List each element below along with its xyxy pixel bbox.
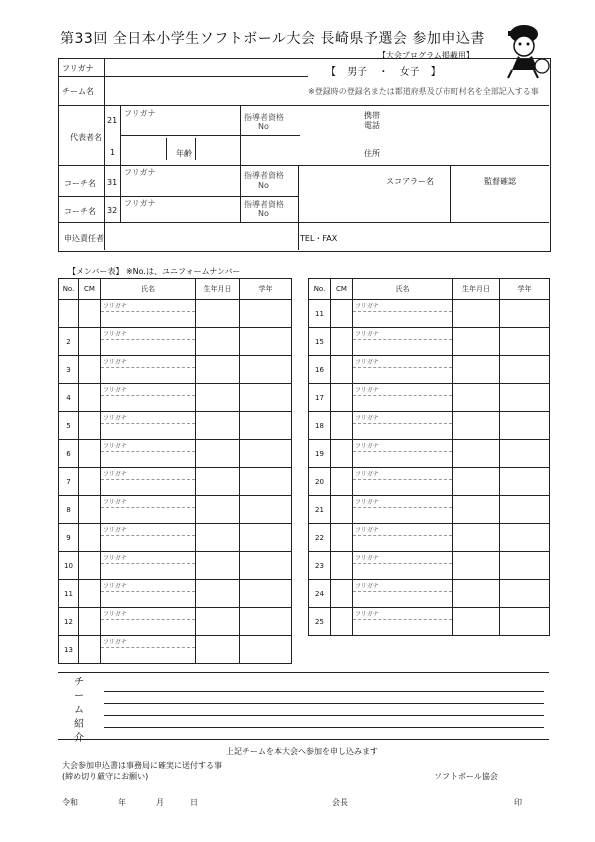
member-number: 17	[309, 384, 331, 412]
coach2-label: コーチ名	[64, 207, 96, 216]
member-grade-cell[interactable]	[500, 552, 550, 580]
rep-number-1: 1	[110, 148, 116, 157]
member-birth-cell[interactable]	[453, 468, 500, 496]
rep-license-no: No	[258, 122, 269, 131]
date-year-input[interactable]	[80, 794, 110, 806]
member-grade-cell[interactable]	[240, 328, 292, 356]
member-cm-cell[interactable]	[79, 440, 101, 468]
member-number: 23	[309, 552, 331, 580]
members-heading: 【メンバー表】 ※No.は、ユニフォームナンバー	[68, 267, 241, 276]
member-birth-cell[interactable]	[196, 636, 240, 664]
member-number: 3	[59, 356, 79, 384]
member-kana-label: フリガナ	[101, 328, 195, 340]
member-birth-cell[interactable]	[196, 496, 240, 524]
member-birth-cell[interactable]	[196, 468, 240, 496]
member-number: 11	[59, 580, 79, 608]
member-birth-cell[interactable]	[196, 608, 240, 636]
member-grade-cell[interactable]	[240, 608, 292, 636]
mobile-label: 携帯	[364, 111, 380, 120]
member-grade-cell[interactable]	[500, 384, 550, 412]
member-kana-label: フリガナ	[353, 608, 452, 620]
member-cm-cell[interactable]	[331, 412, 353, 440]
address-label: 住所	[364, 149, 380, 158]
member-number: 12	[59, 608, 79, 636]
member-birth-cell[interactable]	[196, 552, 240, 580]
member-grade-cell[interactable]	[240, 412, 292, 440]
gender-separator: ・	[378, 67, 389, 78]
team-name-note: ※登録時の登録名または都道府県及び市町村名を全部記入する事	[308, 87, 539, 96]
member-number: 18	[309, 412, 331, 440]
coach-label: コーチ名	[64, 179, 96, 188]
member-number: 19	[309, 440, 331, 468]
team-intro-label: チーム紹介	[74, 677, 84, 744]
member-name-cell[interactable]	[101, 468, 196, 496]
furigana-label: フリガナ	[62, 64, 94, 73]
member-row	[59, 496, 292, 524]
date-year-label: 年	[118, 798, 126, 807]
member-cm-cell[interactable]	[331, 608, 353, 636]
member-cm-cell[interactable]	[331, 300, 353, 328]
date-day-input[interactable]	[166, 794, 186, 806]
member-cm-cell[interactable]	[79, 468, 101, 496]
member-grade-cell[interactable]	[240, 384, 292, 412]
member-grade-cell[interactable]	[500, 524, 550, 552]
header-cm: CM	[331, 279, 353, 300]
member-name-cell[interactable]	[353, 524, 453, 552]
header-birth: 生年月日	[453, 279, 500, 300]
member-birth-cell[interactable]	[196, 580, 240, 608]
divider	[58, 222, 549, 223]
member-cm-cell[interactable]	[79, 608, 101, 636]
member-cm-cell[interactable]	[79, 496, 101, 524]
member-number	[59, 300, 79, 328]
member-grade-cell[interactable]	[240, 468, 292, 496]
member-grade-cell[interactable]	[500, 580, 550, 608]
member-row	[59, 608, 292, 636]
member-row	[309, 608, 550, 636]
member-kana-label: フリガナ	[353, 524, 452, 536]
member-cm-cell[interactable]	[331, 580, 353, 608]
member-grade-cell[interactable]	[240, 440, 292, 468]
member-grade-cell[interactable]	[240, 300, 292, 328]
member-kana-label: フリガナ	[101, 412, 195, 424]
scorer-input[interactable]	[304, 186, 444, 218]
rep-name-input[interactable]	[124, 116, 234, 132]
tel-input[interactable]	[346, 226, 542, 246]
team-name-input[interactable]	[110, 80, 300, 102]
member-name-cell[interactable]	[101, 384, 196, 412]
team-name-label: チーム名	[62, 87, 94, 96]
rep-number-21: 21	[107, 116, 118, 125]
header-grade: 学年	[240, 279, 292, 300]
member-cm-cell[interactable]	[331, 384, 353, 412]
header-birth: 生年月日	[196, 279, 240, 300]
member-kana-label: フリガナ	[353, 412, 452, 424]
members-table-right	[308, 278, 550, 636]
member-cm-cell[interactable]	[79, 636, 101, 664]
member-grade-cell[interactable]	[500, 440, 550, 468]
member-cm-cell[interactable]	[331, 328, 353, 356]
member-kana-label: フリガナ	[353, 384, 452, 396]
member-name-cell[interactable]	[353, 580, 453, 608]
age-input[interactable]	[166, 138, 196, 160]
member-grade-cell[interactable]	[500, 608, 550, 636]
member-birth-cell[interactable]	[453, 524, 500, 552]
member-grade-cell[interactable]	[500, 496, 550, 524]
member-number: 15	[309, 328, 331, 356]
member-kana-label: フリガナ	[353, 440, 452, 452]
mobile-input[interactable]	[390, 110, 540, 128]
seal-label: 印	[514, 798, 522, 807]
member-row	[59, 440, 292, 468]
divider	[240, 105, 241, 222]
contact-input[interactable]	[124, 226, 294, 246]
member-birth-cell[interactable]	[196, 328, 240, 356]
member-birth-cell[interactable]	[453, 608, 500, 636]
member-name-cell[interactable]	[353, 496, 453, 524]
member-number: 22	[309, 524, 331, 552]
member-row	[309, 328, 550, 356]
date-month-label: 月	[156, 798, 164, 807]
coach2-license-label: 指導者資格	[244, 200, 284, 209]
member-row	[59, 580, 292, 608]
rep-license-label: 指導者資格	[244, 113, 284, 122]
member-number: 8	[59, 496, 79, 524]
member-grade-cell[interactable]	[500, 328, 550, 356]
coach-number-31: 31	[107, 178, 118, 187]
member-row	[59, 384, 292, 412]
member-row	[59, 412, 292, 440]
member-birth-cell[interactable]	[453, 412, 500, 440]
footer-note-2: (締め切り厳守にお願い)	[62, 772, 149, 781]
members-table-left	[58, 278, 292, 664]
member-name-cell[interactable]	[353, 412, 453, 440]
member-birth-cell[interactable]	[453, 356, 500, 384]
coach2-name-input[interactable]	[124, 204, 234, 220]
member-name-cell[interactable]	[353, 552, 453, 580]
manager-confirm-label: 監督確認	[484, 177, 516, 186]
bracket-open: 【	[326, 67, 336, 78]
member-birth-cell[interactable]	[453, 580, 500, 608]
member-name-cell[interactable]	[101, 412, 196, 440]
member-name-cell[interactable]	[353, 384, 453, 412]
member-cm-cell[interactable]	[79, 328, 101, 356]
member-birth-cell[interactable]	[453, 300, 500, 328]
member-row	[309, 580, 550, 608]
member-number: 4	[59, 384, 79, 412]
member-row	[309, 440, 550, 468]
member-row	[59, 552, 292, 580]
member-number: 20	[309, 468, 331, 496]
team-furigana-input[interactable]	[110, 60, 300, 74]
member-grade-cell[interactable]	[500, 468, 550, 496]
member-cm-cell[interactable]	[79, 524, 101, 552]
member-grade-cell[interactable]	[500, 412, 550, 440]
member-kana-label: フリガナ	[101, 384, 195, 396]
member-kana-label: フリガナ	[101, 552, 195, 564]
member-row	[309, 552, 550, 580]
member-kana-label: フリガナ	[101, 580, 195, 592]
member-row	[59, 300, 292, 328]
coach2-kana-label: フリガナ	[124, 199, 156, 208]
tel-label: TEL・FAX	[300, 234, 338, 243]
member-name-cell[interactable]	[353, 356, 453, 384]
divider	[58, 105, 549, 106]
chair-name-input[interactable]	[350, 794, 500, 806]
header-cm: CM	[79, 279, 101, 300]
member-number: 13	[59, 636, 79, 664]
mobile-sub-label: 電話	[364, 121, 380, 130]
member-birth-cell[interactable]	[196, 356, 240, 384]
member-cm-cell[interactable]	[79, 580, 101, 608]
member-number: 25	[309, 608, 331, 636]
member-birth-cell[interactable]	[196, 384, 240, 412]
member-grade-cell[interactable]	[240, 636, 292, 664]
divider	[58, 196, 298, 197]
member-name-cell[interactable]	[353, 608, 453, 636]
member-kana-label: フリガナ	[353, 328, 452, 340]
member-cm-cell[interactable]	[79, 300, 101, 328]
member-name-cell[interactable]	[353, 440, 453, 468]
member-number: 5	[59, 412, 79, 440]
member-cm-cell[interactable]	[79, 356, 101, 384]
member-cm-cell[interactable]	[79, 412, 101, 440]
member-number: 2	[59, 328, 79, 356]
member-number: 16	[309, 356, 331, 384]
date-era-label: 令和	[62, 798, 78, 807]
gender-female-option[interactable]: 女子	[399, 67, 420, 78]
member-grade-cell[interactable]	[500, 300, 550, 328]
member-number: 10	[59, 552, 79, 580]
member-name-cell[interactable]	[101, 608, 196, 636]
member-number: 7	[59, 468, 79, 496]
member-name-cell[interactable]	[101, 524, 196, 552]
rep-kana-label: フリガナ	[124, 109, 156, 118]
coach-kana-label: フリガナ	[124, 168, 156, 177]
member-grade-cell[interactable]	[240, 356, 292, 384]
footer-note-1: 大会参加申込書は事務局に確実に送付する事	[62, 761, 222, 770]
confirm-text: 上記チームを本大会へ参加を申し込みます	[226, 747, 378, 756]
member-row	[309, 300, 550, 328]
member-number: 6	[59, 440, 79, 468]
member-number: 21	[309, 496, 331, 524]
member-row	[309, 356, 550, 384]
member-cm-cell[interactable]	[331, 552, 353, 580]
member-kana-label: フリガナ	[353, 356, 452, 368]
member-cm-cell[interactable]	[331, 496, 353, 524]
member-kana-label: フリガナ	[353, 468, 452, 480]
member-grade-cell[interactable]	[240, 496, 292, 524]
member-row	[59, 524, 292, 552]
member-name-cell[interactable]	[101, 552, 196, 580]
member-name-cell[interactable]	[353, 300, 453, 328]
member-name-cell[interactable]	[101, 496, 196, 524]
date-month-input[interactable]	[128, 794, 148, 806]
header-no: No.	[309, 279, 331, 300]
member-grade-cell[interactable]	[240, 524, 292, 552]
divider	[120, 105, 121, 222]
member-name-cell[interactable]	[101, 300, 196, 328]
representative-label: 代表者名	[70, 133, 102, 142]
coach1-name-input[interactable]	[124, 174, 234, 192]
member-cm-cell[interactable]	[331, 356, 353, 384]
member-row	[59, 636, 292, 664]
coach-license-no: No	[258, 181, 269, 190]
member-name-cell[interactable]	[101, 356, 196, 384]
member-birth-cell[interactable]	[196, 300, 240, 328]
member-grade-cell[interactable]	[500, 356, 550, 384]
member-grade-cell[interactable]	[240, 580, 292, 608]
member-name-cell[interactable]	[101, 636, 196, 664]
member-cm-cell[interactable]	[331, 524, 353, 552]
chair-label: 会長	[332, 798, 348, 807]
divider	[104, 58, 105, 250]
member-row	[309, 384, 550, 412]
member-kana-label: フリガナ	[101, 496, 195, 508]
member-kana-label: フリガナ	[101, 300, 195, 312]
member-birth-cell[interactable]	[453, 328, 500, 356]
member-birth-cell[interactable]	[453, 552, 500, 580]
member-row	[59, 356, 292, 384]
scorer-label: スコアラー名	[386, 177, 434, 186]
member-birth-cell[interactable]	[196, 412, 240, 440]
contact-label: 申込責任者	[64, 234, 104, 243]
coach-license-label: 指導者資格	[244, 171, 284, 180]
member-birth-cell[interactable]	[453, 384, 500, 412]
bracket-close: 】	[430, 67, 441, 78]
date-day-label: 日	[190, 798, 198, 807]
member-kana-label: フリガナ	[353, 580, 452, 592]
member-kana-label: フリガナ	[101, 524, 195, 536]
divider	[298, 165, 299, 250]
divider	[450, 165, 451, 222]
header-grade: 学年	[500, 279, 550, 300]
age-label: 年齢	[176, 149, 192, 158]
member-row	[309, 412, 550, 440]
header-name: 氏名	[353, 279, 453, 300]
header-name: 氏名	[101, 279, 196, 300]
member-name-cell[interactable]	[353, 328, 453, 356]
member-cm-cell[interactable]	[79, 552, 101, 580]
divider	[120, 135, 300, 136]
member-row	[309, 496, 550, 524]
coach-number-32: 32	[107, 206, 118, 215]
member-name-cell[interactable]	[101, 328, 196, 356]
member-kana-label: フリガナ	[353, 300, 452, 312]
member-birth-cell[interactable]	[196, 440, 240, 468]
member-cm-cell[interactable]	[331, 468, 353, 496]
address-input[interactable]	[390, 140, 540, 160]
gender-male-option[interactable]: 男子	[347, 67, 368, 78]
team-intro-input[interactable]	[104, 680, 544, 736]
header-no: No.	[59, 279, 79, 300]
member-row	[59, 328, 292, 356]
association-name: ソフトボール協会	[434, 772, 498, 781]
form-title: 第33回 全日本小学生ソフトボール大会 長崎県予選会 参加申込書	[60, 31, 485, 47]
manager-confirm-input[interactable]	[456, 186, 544, 218]
member-kana-label: フリガナ	[101, 440, 195, 452]
member-kana-label: フリガナ	[353, 496, 452, 508]
member-number: 24	[309, 580, 331, 608]
member-kana-label: フリガナ	[101, 608, 195, 620]
member-number: 11	[309, 300, 331, 328]
member-cm-cell[interactable]	[331, 440, 353, 468]
member-row	[59, 468, 292, 496]
member-name-cell[interactable]	[101, 580, 196, 608]
member-row	[309, 524, 550, 552]
member-name-cell[interactable]	[101, 440, 196, 468]
member-birth-cell[interactable]	[453, 440, 500, 468]
coach2-license-no: No	[258, 209, 269, 218]
member-birth-cell[interactable]	[453, 496, 500, 524]
member-number: 9	[59, 524, 79, 552]
program-note: 【大会プログラム掲載用】	[378, 51, 474, 60]
member-kana-label: フリガナ	[101, 356, 195, 368]
member-grade-cell[interactable]	[240, 552, 292, 580]
member-birth-cell[interactable]	[196, 524, 240, 552]
divider	[58, 165, 549, 166]
member-kana-label: フリガナ	[101, 636, 195, 648]
member-kana-label: フリガナ	[101, 468, 195, 480]
member-name-cell[interactable]	[353, 468, 453, 496]
member-kana-label: フリガナ	[353, 552, 452, 564]
divider	[58, 76, 308, 77]
member-row	[309, 468, 550, 496]
member-cm-cell[interactable]	[79, 384, 101, 412]
